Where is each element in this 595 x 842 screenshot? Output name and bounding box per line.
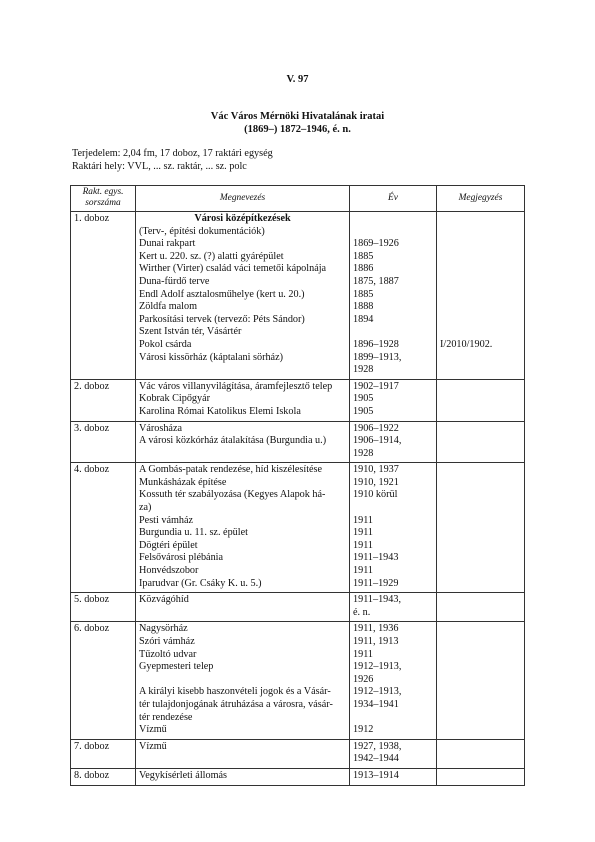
table-row xyxy=(71,463,525,593)
item-note xyxy=(440,686,521,699)
note-cell xyxy=(437,379,525,421)
item-year: 1934–1941 xyxy=(353,698,399,710)
item-year: 1910, 1921 xyxy=(353,476,399,488)
item-note xyxy=(440,435,521,448)
name-cell xyxy=(136,593,350,622)
item-note xyxy=(440,251,521,264)
item-name: Munkásházak építése xyxy=(139,476,227,488)
item-year xyxy=(353,712,433,725)
item-year: 1885 xyxy=(353,288,374,300)
name-cell xyxy=(136,421,350,463)
item-name: Nagysörház xyxy=(139,623,188,635)
item-note xyxy=(440,527,521,540)
item-year: 1911, 1936 xyxy=(353,623,399,635)
item-year: 1906–1922 xyxy=(353,422,399,434)
item-name: Tűzoltó udvar xyxy=(139,648,197,660)
header-unit xyxy=(71,186,136,212)
item-name: Felsővárosi plébánia xyxy=(139,552,224,564)
item-note xyxy=(440,594,521,607)
item-note xyxy=(440,636,521,649)
item-year: 1905 xyxy=(353,405,374,417)
item-name: Dunai rakpart xyxy=(139,238,196,250)
item-year: 1894 xyxy=(353,313,374,325)
item-note xyxy=(440,712,521,725)
unit-label: 2. doboz xyxy=(74,380,110,392)
item-year: 1911 xyxy=(353,527,373,539)
item-year: 1911, 1913 xyxy=(353,636,399,647)
unit-label: 8. doboz xyxy=(74,769,110,781)
item-note xyxy=(440,213,521,226)
name-cell xyxy=(136,768,350,785)
item-note xyxy=(440,477,521,490)
item-name: Pesti vámház xyxy=(139,514,194,526)
note-cell xyxy=(437,212,525,380)
item-name: Vác város villanyvilágítása, áramfejlesztő telep xyxy=(139,380,333,392)
table-header-row xyxy=(71,186,525,212)
header-unit-line1: Rakt. egys. xyxy=(82,187,124,197)
item-year: é. n. xyxy=(353,606,371,618)
year-cell xyxy=(350,421,437,463)
table-row xyxy=(71,421,525,463)
table-row xyxy=(71,593,525,622)
year-cell xyxy=(350,622,437,739)
item-name: Vízmű xyxy=(139,740,167,752)
item-name: Duna-fürdő terve xyxy=(139,275,210,287)
year-cell xyxy=(350,463,437,593)
unit-cell xyxy=(71,463,136,593)
name-cell xyxy=(136,463,350,593)
item-name: Iparudvar (Gr. Csáky K. u. 5.) xyxy=(139,577,262,589)
item-name: Pokol csárda xyxy=(139,338,192,350)
note-cell xyxy=(437,463,525,593)
item-name: Közvágóhíd xyxy=(139,594,189,606)
item-name: A királyi kisebb haszonvételi jogok és a Vásár- xyxy=(139,686,331,698)
year-cell xyxy=(350,379,437,421)
unit-label: 4. doboz xyxy=(74,464,110,476)
item-name: za) xyxy=(139,502,152,514)
unit-cell xyxy=(71,379,136,421)
note-cell xyxy=(437,593,525,622)
item-name: tér rendezése xyxy=(139,711,193,723)
item-year xyxy=(353,226,433,239)
unit-label: 1. doboz xyxy=(74,213,110,224)
item-year: 1896–1928 xyxy=(353,338,399,350)
name-cell xyxy=(136,379,350,421)
item-name: Parkosítási tervek (tervező: Péts Sándor) xyxy=(139,313,305,325)
item-name: Vízmű xyxy=(139,724,167,736)
item-name: Városháza xyxy=(139,422,182,434)
item-name: A városi közkórház átalakítása (Burgundia u.) xyxy=(139,435,327,447)
item-year: 1912 xyxy=(353,724,374,736)
item-note xyxy=(440,226,521,239)
item-name xyxy=(139,448,346,461)
item-year: 1888 xyxy=(353,301,374,313)
item-note xyxy=(440,724,521,737)
item-name: Karolina Római Katolikus Elemi Iskola xyxy=(139,405,301,417)
unit-cell xyxy=(71,593,136,622)
item-name: tér tulajdonjogának átruházása a városra, vásár- xyxy=(139,698,333,710)
item-note xyxy=(440,699,521,712)
item-name: Zöldfa malom xyxy=(139,301,197,313)
item-note xyxy=(440,502,521,515)
item-name: Szóri vámház xyxy=(139,636,195,647)
unit-label: 6. doboz xyxy=(74,623,110,635)
item-note xyxy=(440,552,521,565)
item-name: Vegykísérleti állomás xyxy=(139,769,227,781)
header-note: Megjegyzés xyxy=(437,186,525,212)
year-cell xyxy=(350,739,437,768)
name-cell xyxy=(136,212,350,380)
inventory-table xyxy=(70,185,525,786)
item-note xyxy=(440,276,521,289)
year-cell xyxy=(350,212,437,380)
item-year: 1911–1943 xyxy=(353,552,399,564)
document-title: Vác Város Mérnöki Hivatalának iratai xyxy=(210,111,385,122)
item-note xyxy=(440,314,521,327)
item-name xyxy=(139,607,346,620)
item-year: 1911 xyxy=(353,514,373,526)
item-note xyxy=(440,741,521,754)
item-year: 1927, 1938, xyxy=(353,740,402,752)
note-cell xyxy=(437,768,525,785)
table-row xyxy=(71,379,525,421)
item-note xyxy=(440,393,521,406)
document-date-range: (1869–) 1872–1946, é. n. xyxy=(244,124,351,135)
table-row xyxy=(71,739,525,768)
note-cell xyxy=(437,622,525,739)
document-code: V. 97 xyxy=(286,74,309,85)
item-name: Városi kissörház (káptalani sörház) xyxy=(139,351,283,363)
unit-cell xyxy=(71,212,136,380)
item-note xyxy=(440,623,521,636)
item-year: 1875, 1887 xyxy=(353,275,399,287)
item-note xyxy=(440,578,521,591)
item-name xyxy=(139,753,346,766)
item-note xyxy=(440,448,521,461)
item-name: Kobrak Cipőgyár xyxy=(139,393,211,405)
item-note xyxy=(440,674,521,687)
item-year: 1912–1913, xyxy=(353,661,402,673)
item-note xyxy=(440,607,521,620)
year-cell xyxy=(350,593,437,622)
item-name: Burgundia u. 11. sz. épület xyxy=(139,527,248,539)
item-year: 1905 xyxy=(353,393,374,405)
name-cell xyxy=(136,739,350,768)
item-year: 1869–1926 xyxy=(353,238,399,250)
item-note xyxy=(440,263,521,276)
item-year: 1928 xyxy=(353,364,374,376)
item-name: Gyepmesteri telep xyxy=(139,661,214,673)
item-year: 1911 xyxy=(353,539,373,551)
name-cell xyxy=(136,622,350,739)
item-name: Kossuth tér szabályozása (Kegyes Alapok há- xyxy=(139,489,326,501)
unit-label: 7. doboz xyxy=(74,740,110,752)
table-row xyxy=(71,622,525,739)
item-note xyxy=(440,661,521,674)
header-year: Év xyxy=(350,186,437,212)
item-year: 1886 xyxy=(353,263,374,275)
item-name: A Gombás-patak rendezése, híd kiszélesítése xyxy=(139,464,323,476)
item-year: 1942–1944 xyxy=(353,753,399,765)
header-unit-line2: sorszáma xyxy=(85,198,121,208)
unit-cell xyxy=(71,768,136,785)
note-cell xyxy=(437,421,525,463)
item-note xyxy=(440,770,521,783)
item-note xyxy=(440,540,521,553)
item-note xyxy=(440,423,521,436)
extent-line: Terjedelem: 2,04 fm, 17 doboz, 17 raktári egység xyxy=(72,148,273,159)
item-note xyxy=(440,489,521,502)
item-name: Szent István tér, Vásártér xyxy=(139,326,242,338)
item-year: 1902–1917 xyxy=(353,380,399,392)
item-name xyxy=(139,674,346,687)
item-name: (Terv-, építési dokumentációk) xyxy=(139,225,265,237)
unit-label: 5. doboz xyxy=(74,594,110,606)
item-note xyxy=(440,406,521,419)
note-cell xyxy=(437,739,525,768)
item-year: 1928 xyxy=(353,447,374,459)
table-row xyxy=(71,212,525,380)
item-note xyxy=(440,464,521,477)
item-name: Honvédszobor xyxy=(139,565,199,577)
item-note: I/2010/1902. xyxy=(440,338,493,350)
item-year xyxy=(353,213,433,226)
item-year: 1911–1929 xyxy=(353,577,399,589)
unit-label: 3. doboz xyxy=(74,422,110,434)
item-year: 1913–1914 xyxy=(353,769,399,781)
item-note xyxy=(440,515,521,528)
item-year: 1926 xyxy=(353,673,374,685)
item-year: 1906–1914, xyxy=(353,435,402,447)
location-line: Raktári hely: VVL, ... sz. raktár, ... sz. polc xyxy=(72,161,247,172)
unit-cell xyxy=(71,622,136,739)
year-cell xyxy=(350,768,437,785)
item-note xyxy=(440,381,521,394)
item-note xyxy=(440,753,521,766)
item-name: Dögtéri épület xyxy=(139,539,198,551)
item-year: 1911 xyxy=(353,565,373,577)
unit-cell xyxy=(71,421,136,463)
header-name: Megnevezés xyxy=(136,186,350,212)
item-name xyxy=(139,364,346,377)
item-name: Kert u. 220. sz. (?) alatti gyárépület xyxy=(139,250,284,262)
item-year: 1910, 1937 xyxy=(353,464,399,476)
item-year: 1885 xyxy=(353,250,374,262)
unit-cell xyxy=(71,739,136,768)
item-note xyxy=(440,289,521,302)
item-year xyxy=(353,502,433,515)
table-row xyxy=(71,768,525,785)
item-name: Wirther (Virter) család váci temetői kápolnája xyxy=(139,263,327,275)
item-year xyxy=(353,326,433,339)
section-heading: Városi középítkezések xyxy=(194,213,291,224)
item-name: Endl Adolf asztalosműhelye (kert u. 20.) xyxy=(139,288,305,300)
item-note xyxy=(440,364,521,377)
item-year: 1911 xyxy=(353,648,373,660)
item-year: 1899–1913, xyxy=(353,351,402,363)
item-year: 1912–1913, xyxy=(353,686,402,698)
item-note xyxy=(440,238,521,251)
item-year: 1911–1943, xyxy=(353,594,402,606)
item-year: 1910 körül xyxy=(353,489,398,501)
item-note xyxy=(440,565,521,578)
item-note xyxy=(440,352,521,365)
item-note xyxy=(440,326,521,339)
item-note xyxy=(440,649,521,662)
item-note xyxy=(440,301,521,314)
